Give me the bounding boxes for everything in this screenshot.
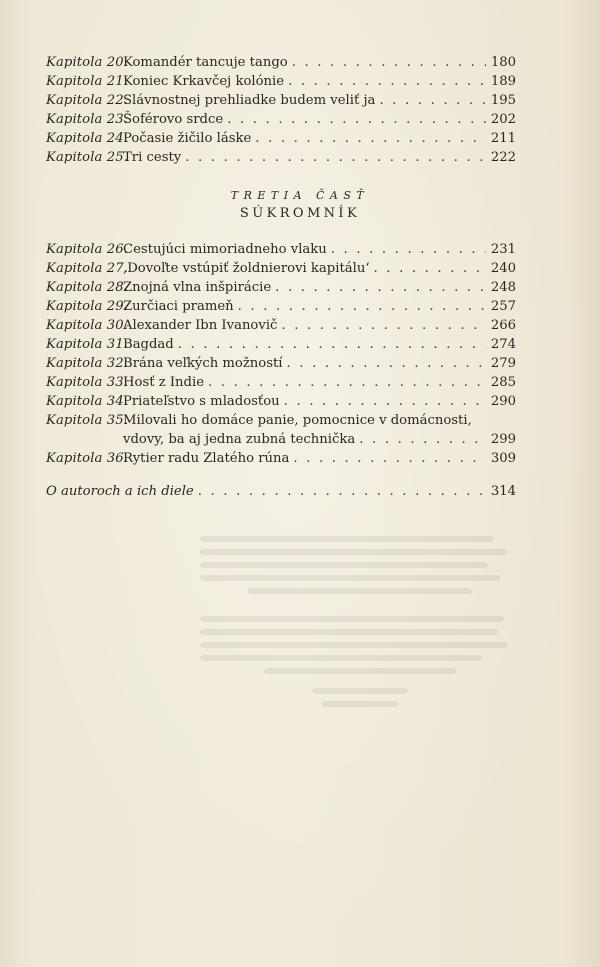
page-number: 180 bbox=[490, 55, 516, 70]
part-title: SÚKROMNÍK bbox=[239, 206, 361, 221]
leader-dots bbox=[238, 297, 486, 316]
toc-entry[interactable] bbox=[46, 449, 516, 468]
toc-entry[interactable] bbox=[46, 148, 516, 167]
toc-entry[interactable] bbox=[46, 392, 516, 411]
toc-afterword bbox=[46, 482, 516, 501]
leader-dots bbox=[374, 259, 486, 278]
chapter-title-line-1: Milovali ho domáce panie, pomocnice v domácnosti, bbox=[123, 413, 472, 428]
toc-entry[interactable] bbox=[46, 259, 516, 278]
leader-dots bbox=[292, 53, 486, 72]
chapter-number: Kapitola 25. bbox=[46, 150, 129, 165]
chapter-number: Kapitola 32. bbox=[46, 356, 129, 371]
chapter-title: Tri cesty bbox=[123, 150, 182, 165]
chapter-title: Rytier radu Zlatého rúna bbox=[123, 451, 290, 466]
page-number: 202 bbox=[490, 112, 516, 127]
leader-dots bbox=[208, 373, 486, 392]
chapter-number: Kapitola 36. bbox=[46, 451, 129, 466]
page-number: 309 bbox=[490, 451, 516, 466]
leader-dots bbox=[287, 354, 487, 373]
page-number: 248 bbox=[490, 280, 516, 295]
chapter-title: Slávnostnej prehliadke budem veliť ja bbox=[123, 93, 376, 108]
chapter-title: Cestujúci mimoriadneho vlaku bbox=[123, 242, 327, 257]
leader-dots bbox=[288, 72, 486, 91]
toc-entry[interactable] bbox=[46, 278, 516, 297]
chapter-title: Koniec Krkavčej kolónie bbox=[123, 74, 285, 89]
page-number: 299 bbox=[490, 432, 516, 447]
toc-entry[interactable] bbox=[46, 354, 516, 373]
leader-dots bbox=[379, 91, 486, 110]
toc-entry[interactable] bbox=[46, 110, 516, 129]
chapter-number: Kapitola 30. bbox=[46, 318, 129, 333]
chapter-title: Znojná vlna inšpirácie bbox=[123, 280, 272, 295]
toc-entry[interactable] bbox=[46, 335, 516, 354]
chapter-number: Kapitola 23. bbox=[46, 112, 129, 127]
toc-entry[interactable] bbox=[46, 373, 516, 392]
page-number: 231 bbox=[490, 242, 516, 257]
page-number: 211 bbox=[490, 131, 516, 146]
leader-dots bbox=[359, 430, 486, 449]
chapter-title: ‚Dovoľte vstúpiť žoldnierovi kapitálu‘ bbox=[123, 261, 370, 276]
chapter-title: Alexander Ibn Ivanovič bbox=[123, 318, 278, 333]
chapter-title: Bagdad bbox=[123, 337, 174, 352]
chapter-number: Kapitola 21. bbox=[46, 74, 129, 89]
chapter-title: Počasie žičilo láske bbox=[123, 131, 252, 146]
leader-dots bbox=[331, 240, 486, 259]
toc-entry-afterword[interactable] bbox=[46, 482, 516, 501]
leader-dots bbox=[281, 316, 486, 335]
toc-entry[interactable] bbox=[46, 316, 516, 335]
chapter-number: Kapitola 29. bbox=[46, 299, 129, 314]
page-number: 279 bbox=[490, 356, 516, 371]
chapter-number: Kapitola 34. bbox=[46, 394, 129, 409]
page-number: 285 bbox=[490, 375, 516, 390]
toc-entry[interactable] bbox=[46, 72, 516, 91]
chapter-title: Zurčiaci prameň bbox=[123, 299, 234, 314]
page-number: 189 bbox=[490, 74, 516, 89]
leader-dots bbox=[293, 449, 486, 468]
leader-dots bbox=[185, 148, 486, 167]
chapter-number: Kapitola 31. bbox=[46, 337, 129, 352]
chapter-title: Šoférovo srdce bbox=[123, 112, 224, 127]
chapter-number: Kapitola 24. bbox=[46, 131, 129, 146]
chapter-number: Kapitola 33. bbox=[46, 375, 129, 390]
leader-dots bbox=[178, 335, 486, 354]
page-number: 195 bbox=[490, 93, 516, 108]
chapter-title: Hosť z Indie bbox=[123, 375, 205, 390]
leader-dots bbox=[198, 482, 486, 501]
show-through-background bbox=[200, 505, 520, 755]
leader-dots bbox=[284, 392, 486, 411]
chapter-title: Brána veľkých možností bbox=[123, 356, 283, 371]
leader-dots bbox=[255, 129, 486, 148]
leader-dots bbox=[227, 110, 486, 129]
toc-entry[interactable] bbox=[46, 240, 516, 259]
page-number: 266 bbox=[490, 318, 516, 333]
afterword-title: O autoroch a ich diele bbox=[46, 484, 194, 499]
page-number: 290 bbox=[490, 394, 516, 409]
page-number: 314 bbox=[490, 484, 516, 499]
toc-part-two-tail bbox=[46, 53, 516, 167]
page-number: 257 bbox=[490, 299, 516, 314]
chapter-number: Kapitola 27. bbox=[46, 261, 129, 276]
toc-entry[interactable] bbox=[46, 129, 516, 148]
toc-part-three bbox=[46, 240, 516, 468]
part-label: TRETIA ČASŤ bbox=[230, 189, 370, 202]
chapter-title-line-2: vdovy, ba aj jedna zubná technička bbox=[123, 432, 356, 447]
page-number: 222 bbox=[490, 150, 516, 165]
chapter-number: Kapitola 26. bbox=[46, 242, 129, 257]
page-number: 240 bbox=[490, 261, 516, 276]
chapter-number: Kapitola 22. bbox=[46, 93, 129, 108]
chapter-title: Komandér tancuje tango bbox=[123, 55, 288, 70]
chapter-number: Kapitola 28. bbox=[46, 280, 129, 295]
toc-entry[interactable] bbox=[46, 411, 516, 449]
leader-dots bbox=[275, 278, 486, 297]
chapter-title: Priateľstvo s mladosťou bbox=[123, 394, 280, 409]
page-number: 274 bbox=[490, 337, 516, 352]
toc-entry[interactable] bbox=[46, 53, 516, 72]
chapter-number: Kapitola 20. bbox=[46, 55, 129, 70]
toc-entry[interactable] bbox=[46, 297, 516, 316]
toc-entry[interactable] bbox=[46, 91, 516, 110]
chapter-number: Kapitola 35. bbox=[46, 413, 129, 428]
